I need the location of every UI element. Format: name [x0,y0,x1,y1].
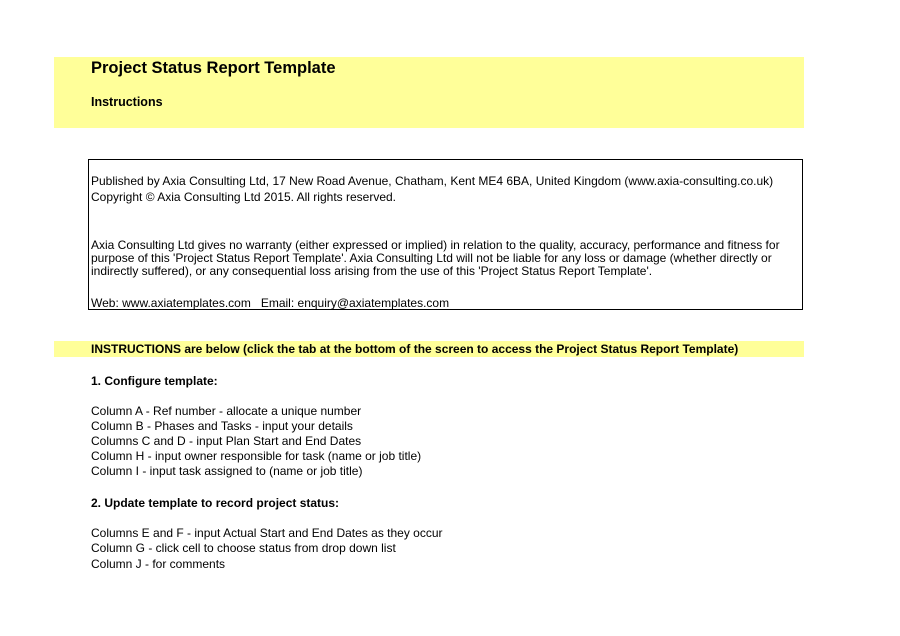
list-item: Column J - for comments [91,557,226,571]
list-item: Columns E and F - input Actual Start and End Dates as they occur [91,526,443,540]
section2-heading: 2. Update template to record project status: [91,496,340,510]
list-item: Column B - Phases and Tasks - input your details [91,419,353,433]
list-item: Column H - input owner responsible for task (name or job title) [91,449,422,463]
instructions-banner-text: INSTRUCTIONS are below (click the tab at the bottom of the screen to access the Project Status Report Template) [91,342,739,356]
page-title: Project Status Report Template [91,59,336,77]
list-item: Columns C and D - input Plan Start and End Dates [91,434,362,448]
list-item: Column I - input task assigned to (name or job title) [91,464,363,478]
section1-heading: 1. Configure template: [91,374,218,388]
page-subtitle: Instructions [91,95,163,109]
published-text: Published by Axia Consulting Ltd, 17 New Road Avenue, Chatham, Kent ME4 6BA, United Kingdom (www.axia-consulting.co.uk) [91,174,774,188]
contact-text: Web: www.axiatemplates.com Email: enquiry@axiatemplates.com [91,296,450,310]
list-item: Column A - Ref number - allocate a unique number [91,404,362,418]
disclaimer-text: Axia Consulting Ltd gives no warranty (either expressed or implied) in relation to the quality, accuracy, performance and fitness for purpose of this 'Project Status Report Template'. Axia Consulting Ltd will not be liable for any loss or damage (whether directly or indirectly suffered), or any consequential loss arising from the use of this 'Project Status Report Template'. [91,238,780,279]
list-item: Column G - click cell to choose status from drop down list [91,541,396,555]
copyright-text: Copyright © Axia Consulting Ltd 2015. All rights reserved. [91,190,397,204]
